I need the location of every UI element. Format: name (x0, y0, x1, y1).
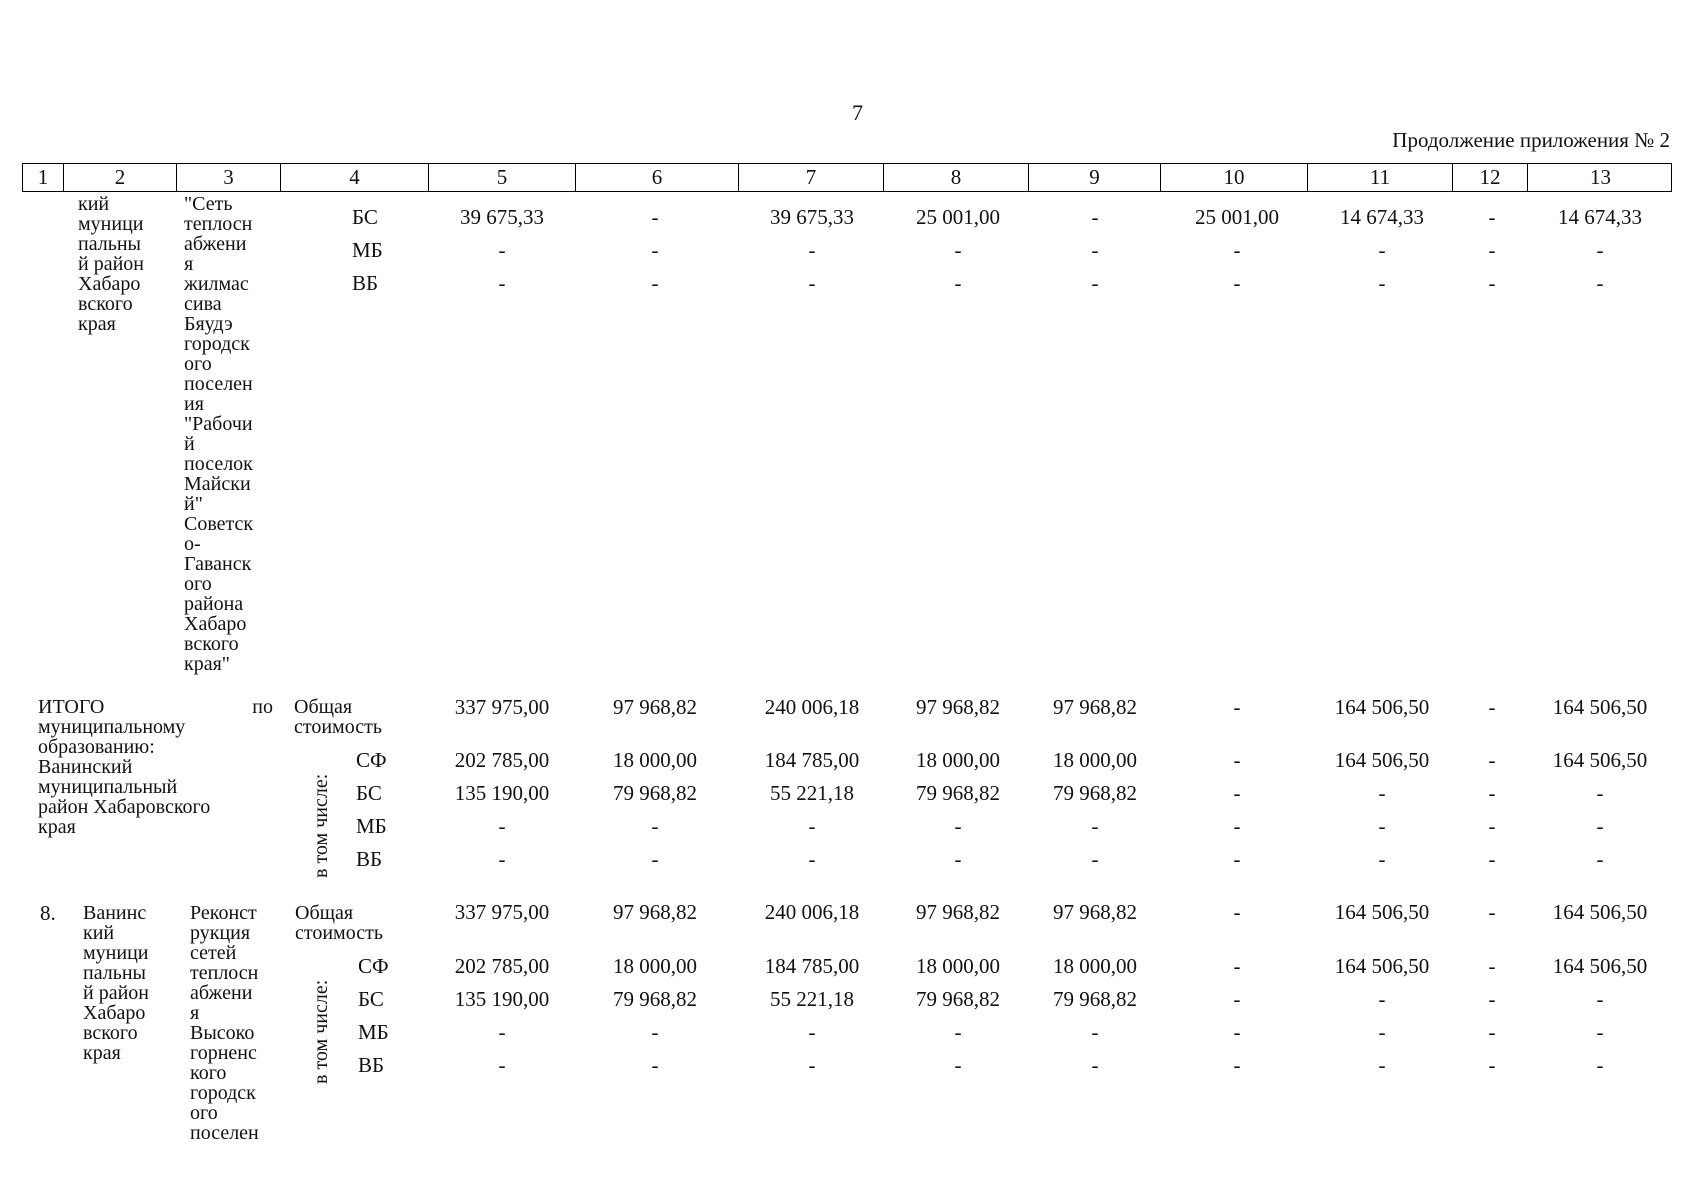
itogo-row-1-col10: - (1233, 748, 1241, 772)
block1-source-БС: БС (352, 205, 378, 229)
block1-row-3-col12: - (1488, 271, 1496, 295)
block8-row-4-col12: - (1488, 1053, 1496, 1077)
itogo-row-3-col11: - (1378, 814, 1386, 838)
block8-source-МБ: МБ (358, 1020, 389, 1044)
block8-number: 8. (40, 901, 56, 925)
itogo-row-1-col6: 18 000,00 (613, 748, 697, 772)
itogo-row-2-col7: 55 221,18 (770, 781, 854, 805)
itogo-row-4-col11: - (1378, 847, 1386, 871)
itogo-total-col10: - (1233, 695, 1241, 719)
itogo-total-col11: 164 506,50 (1334, 695, 1430, 719)
block1-row-2-col8: - (954, 238, 962, 262)
itogo-total-col8: 97 968,82 (916, 695, 1000, 719)
block8-row-1-col12: - (1488, 954, 1496, 978)
block8-row-2-col7: 55 221,18 (770, 987, 854, 1011)
itogo-vertical-label: в том числе: (310, 773, 332, 878)
header-col-4: 4 (281, 164, 429, 191)
block1-row-1-col9: - (1091, 205, 1099, 229)
block1-row-2-col11: - (1378, 238, 1386, 262)
header-col-6: 6 (576, 164, 739, 191)
itogo-row-2-col9: 79 968,82 (1053, 781, 1137, 805)
block8-project-name: Реконст рукция сетей теплосн абжени я Высоко горненс кого городск ого поселен (190, 902, 259, 1144)
itogo-label: муниципальному образованию: Ванинский муниципальный район Хабаровского края (38, 716, 211, 838)
itogo-row-4-col13: - (1596, 847, 1604, 871)
block1-row-3-col11: - (1378, 271, 1386, 295)
block1-source-МБ: МБ (352, 238, 383, 262)
itogo-row-3-col5: - (498, 814, 506, 838)
itogo-row-3-col12: - (1488, 814, 1496, 838)
block1-row-2-col9: - (1091, 238, 1099, 262)
itogo-row-4-col9: - (1091, 847, 1099, 871)
itogo-row-2-col12: - (1488, 781, 1496, 805)
block8-row-3-col10: - (1233, 1020, 1241, 1044)
block1-row-1-col10: 25 001,00 (1195, 205, 1279, 229)
block8-row-1-col7: 184 785,00 (764, 954, 860, 978)
block8-source-БС: БС (358, 987, 384, 1011)
block1-row-3-col9: - (1091, 271, 1099, 295)
block8-row-2-col11: - (1378, 987, 1386, 1011)
header-col-11: 11 (1308, 164, 1453, 191)
block1-row-1-col5: 39 675,33 (460, 205, 544, 229)
itogo-row-2-col10: - (1233, 781, 1241, 805)
itogo-row-3-col7: - (808, 814, 816, 838)
block8-row-3-col7: - (808, 1020, 816, 1044)
block8-row-2-col9: 79 968,82 (1053, 987, 1137, 1011)
block8-row-2-col12: - (1488, 987, 1496, 1011)
itogo-label-first-line: ИТОГО по (38, 696, 273, 718)
itogo-source-СФ: СФ (356, 748, 387, 772)
block8-total-col9: 97 968,82 (1053, 900, 1137, 924)
itogo-total-col6: 97 968,82 (613, 695, 697, 719)
itogo-row-2-col13: - (1596, 781, 1604, 805)
block8-row-3-col12: - (1488, 1020, 1496, 1044)
block8-row-4-col9: - (1091, 1053, 1099, 1077)
block8-row-2-col8: 79 968,82 (916, 987, 1000, 1011)
block8-source-СФ: СФ (358, 954, 389, 978)
block1-row-1-col13: 14 674,33 (1558, 205, 1642, 229)
block1-row-1-col12: - (1488, 205, 1496, 229)
itogo-total-col13: 164 506,50 (1552, 695, 1648, 719)
block8-total-col7: 240 006,18 (764, 900, 860, 924)
itogo-row-3-col13: - (1596, 814, 1604, 838)
itogo-row-1-col5: 202 785,00 (454, 748, 550, 772)
block8-row-4-col8: - (954, 1053, 962, 1077)
block8-total-col8: 97 968,82 (916, 900, 1000, 924)
block8-total-col6: 97 968,82 (613, 900, 697, 924)
block1-row-1-col7: 39 675,33 (770, 205, 854, 229)
block1-row-2-col13: - (1596, 238, 1604, 262)
itogo-total-col12: - (1488, 695, 1496, 719)
block8-row-4-col6: - (651, 1053, 659, 1077)
header-col-2: 2 (64, 164, 177, 191)
header-col-9: 9 (1029, 164, 1161, 191)
block8-source-ВБ: ВБ (358, 1053, 385, 1077)
block1-row-2-col10: - (1233, 238, 1241, 262)
block1-row-2-col6: - (651, 238, 659, 262)
block8-total-label: Общая стоимость (295, 902, 383, 944)
itogo-total-col7: 240 006,18 (764, 695, 860, 719)
column-number-header (22, 163, 1672, 192)
block8-row-1-col11: 164 506,50 (1334, 954, 1430, 978)
itogo-total-col9: 97 968,82 (1053, 695, 1137, 719)
block8-row-4-col7: - (808, 1053, 816, 1077)
block8-row-2-col5: 135 190,00 (454, 987, 550, 1011)
itogo-source-МБ: МБ (356, 814, 387, 838)
block8-row-2-col10: - (1233, 987, 1241, 1011)
itogo-row-4-col7: - (808, 847, 816, 871)
itogo-row-3-col6: - (651, 814, 659, 838)
block8-municipality: Ванинс кий муници пальны й район Хабаро вского края (83, 902, 149, 1064)
block8-row-1-col8: 18 000,00 (916, 954, 1000, 978)
block1-row-1-col6: - (651, 205, 659, 229)
block8-row-3-col6: - (651, 1020, 659, 1044)
block8-row-2-col6: 79 968,82 (613, 987, 697, 1011)
block1-row-1-col11: 14 674,33 (1340, 205, 1424, 229)
itogo-row-2-col8: 79 968,82 (916, 781, 1000, 805)
block1-municipality: кий муници пальны й район Хабаро вского края (78, 193, 144, 335)
block8-row-3-col8: - (954, 1020, 962, 1044)
block8-row-3-col11: - (1378, 1020, 1386, 1044)
block8-row-3-col13: - (1596, 1020, 1604, 1044)
header-col-3: 3 (177, 164, 281, 191)
block8-total-col13: 164 506,50 (1552, 900, 1648, 924)
header-col-8: 8 (884, 164, 1029, 191)
block8-total-col5: 337 975,00 (454, 900, 550, 924)
block1-source-ВБ: ВБ (352, 271, 379, 295)
header-col-7: 7 (739, 164, 884, 191)
block1-row-1-col8: 25 001,00 (916, 205, 1000, 229)
itogo-row-1-col12: - (1488, 748, 1496, 772)
header-col-12: 12 (1453, 164, 1528, 191)
block8-row-1-col6: 18 000,00 (613, 954, 697, 978)
block8-total-col12: - (1488, 900, 1496, 924)
itogo-total-label: Общая стоимость (294, 696, 382, 738)
block1-row-3-col6: - (651, 271, 659, 295)
itogo-row-3-col9: - (1091, 814, 1099, 838)
header-col-5: 5 (429, 164, 576, 191)
block1-row-2-col7: - (808, 238, 816, 262)
itogo-row-1-col13: 164 506,50 (1552, 748, 1648, 772)
itogo-row-2-col6: 79 968,82 (613, 781, 697, 805)
itogo-row-1-col11: 164 506,50 (1334, 748, 1430, 772)
itogo-row-3-col10: - (1233, 814, 1241, 838)
block8-row-3-col9: - (1091, 1020, 1099, 1044)
block8-total-col10: - (1233, 900, 1241, 924)
itogo-row-2-col11: - (1378, 781, 1386, 805)
block1-row-3-col7: - (808, 271, 816, 295)
page-number: 7 (852, 100, 863, 125)
block8-row-1-col9: 18 000,00 (1053, 954, 1137, 978)
itogo-row-2-col5: 135 190,00 (454, 781, 550, 805)
itogo-row-4-col5: - (498, 847, 506, 871)
block8-row-1-col13: 164 506,50 (1552, 954, 1648, 978)
block8-row-4-col5: - (498, 1053, 506, 1077)
itogo-total-col5: 337 975,00 (454, 695, 550, 719)
block1-project-name: "Сеть теплосн абжени я жилмас сива Бяудэ городск ого поселен ия "Рабочи й поселок Майски й" Советск о- Гаванск ого района Хабаро вского края" (184, 193, 254, 675)
itogo-row-1-col9: 18 000,00 (1053, 748, 1137, 772)
header-col-10: 10 (1161, 164, 1308, 191)
block8-vertical-label: в том числе: (310, 979, 332, 1084)
continuation-label: Продолжение приложения № 2 (1392, 128, 1670, 152)
itogo-row-3-col8: - (954, 814, 962, 838)
block1-row-3-col5: - (498, 271, 506, 295)
block8-row-3-col5: - (498, 1020, 506, 1044)
itogo-source-БС: БС (356, 781, 382, 805)
block1-row-3-col10: - (1233, 271, 1241, 295)
block1-row-3-col8: - (954, 271, 962, 295)
itogo-row-4-col12: - (1488, 847, 1496, 871)
header-col-13: 13 (1590, 165, 1611, 189)
block1-row-3-col13: - (1596, 271, 1604, 295)
block1-row-2-col5: - (498, 238, 506, 262)
itogo-row-1-col7: 184 785,00 (764, 748, 860, 772)
itogo-row-1-col8: 18 000,00 (916, 748, 1000, 772)
block8-row-4-col10: - (1233, 1053, 1241, 1077)
block8-row-4-col13: - (1596, 1053, 1604, 1077)
itogo-row-4-col8: - (954, 847, 962, 871)
block8-row-1-col10: - (1233, 954, 1241, 978)
block8-row-1-col5: 202 785,00 (454, 954, 550, 978)
block1-row-2-col12: - (1488, 238, 1496, 262)
header-col-1: 1 (23, 164, 64, 191)
block8-total-col11: 164 506,50 (1334, 900, 1430, 924)
itogo-source-ВБ: ВБ (356, 847, 383, 871)
itogo-row-4-col6: - (651, 847, 659, 871)
block8-row-4-col11: - (1378, 1053, 1386, 1077)
block8-row-2-col13: - (1596, 987, 1604, 1011)
itogo-row-4-col10: - (1233, 847, 1241, 871)
